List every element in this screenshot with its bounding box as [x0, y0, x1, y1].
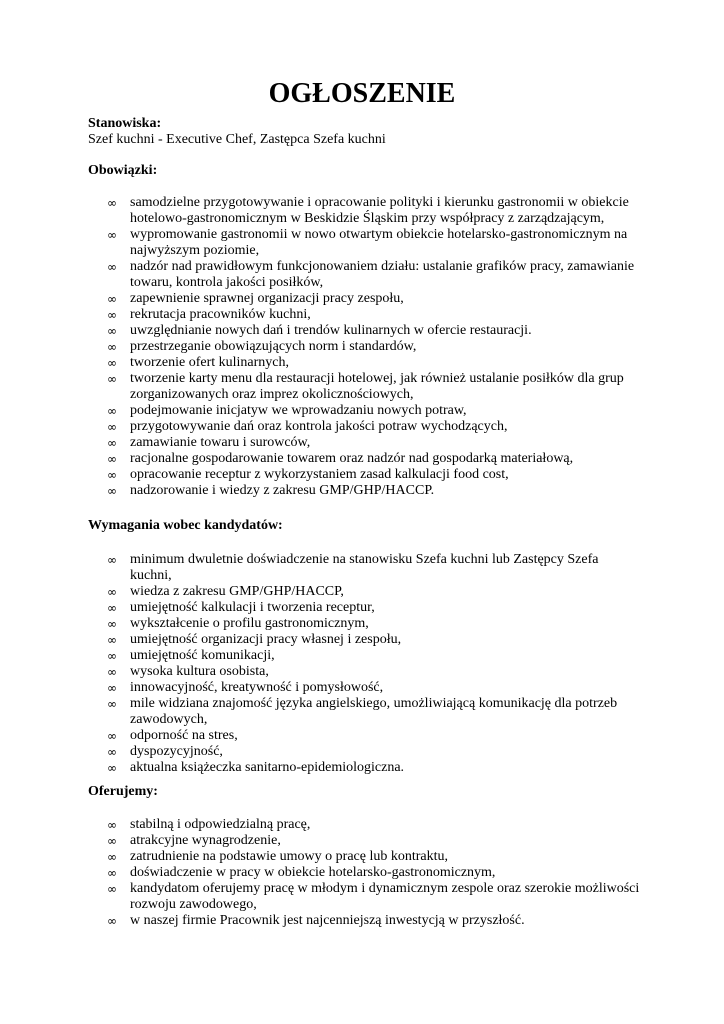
- list-item: [0, 600, 640, 616]
- list-item: [0, 435, 640, 451]
- infinity-bullet-icon: ∞: [107, 681, 117, 695]
- infinity-bullet-icon: ∞: [107, 452, 117, 466]
- infinity-bullet-icon: ∞: [107, 729, 117, 743]
- infinity-bullet-icon: ∞: [107, 914, 117, 928]
- list-item-text: wykształcenie o profilu gastronomicznym,: [130, 616, 369, 631]
- requirements-heading: Wymagania wobec kandydatów:: [88, 518, 283, 533]
- infinity-bullet-icon: ∞: [107, 585, 117, 599]
- infinity-bullet-icon: ∞: [107, 228, 117, 242]
- list-item: [0, 307, 640, 323]
- list-item: [0, 881, 640, 913]
- list-item: [0, 259, 640, 291]
- infinity-bullet-icon: ∞: [107, 761, 117, 775]
- infinity-bullet-icon: ∞: [107, 850, 117, 864]
- infinity-bullet-icon: ∞: [107, 484, 117, 498]
- document-title: OGŁOSZENIE: [268, 78, 456, 109]
- list-item-text: przygotowywanie dań oraz kontrola jakości potraw wychodzących,: [130, 419, 508, 434]
- list-item-text: racjonalne gospodarowanie towarem oraz nadzór nad gospodarką materiałową,: [130, 451, 574, 466]
- list-item: [0, 403, 640, 419]
- infinity-bullet-icon: ∞: [107, 633, 117, 647]
- infinity-bullet-icon: ∞: [107, 324, 117, 338]
- duties-heading: Obowiązki:: [88, 163, 158, 178]
- infinity-bullet-icon: ∞: [107, 340, 117, 354]
- list-item-text: mile widziana znajomość języka angielskiego, umożliwiającą komunikację dla potrzeb zawodowych,: [130, 696, 618, 727]
- infinity-bullet-icon: ∞: [107, 356, 117, 370]
- list-item-text: zamawianie towaru i surowców,: [130, 435, 311, 450]
- list-item: [0, 833, 640, 849]
- list-item: [0, 371, 640, 403]
- list-item-text: w naszej firmie Pracownik jest najcenniejszą inwestycją w przyszłość.: [130, 913, 525, 928]
- positions-text: Szef kuchni - Executive Chef, Zastępca Szefa kuchni: [88, 132, 386, 147]
- list-item-text: atrakcyjne wynagrodzenie,: [130, 833, 281, 848]
- list-item-text: przestrzeganie obowiązujących norm i standardów,: [130, 339, 417, 354]
- infinity-bullet-icon: ∞: [107, 882, 117, 896]
- list-item: [0, 584, 640, 600]
- list-item: [0, 227, 640, 259]
- list-item-text: wypromowanie gastronomii w nowo otwartym obiekcie hotelarsko-gastronomicznym na najwyższym poziomie,: [130, 227, 628, 258]
- infinity-bullet-icon: ∞: [107, 308, 117, 322]
- infinity-bullet-icon: ∞: [107, 697, 117, 711]
- infinity-bullet-icon: ∞: [107, 866, 117, 880]
- infinity-bullet-icon: ∞: [107, 372, 117, 386]
- infinity-bullet-icon: ∞: [107, 436, 117, 450]
- list-item-text: odporność na stres,: [130, 728, 238, 743]
- infinity-bullet-icon: ∞: [107, 404, 117, 418]
- list-item-text: tworzenie karty menu dla restauracji hotelowej, jak również ustalanie posiłków dla grup zorganizowanych oraz imprez okolicznościowych,: [130, 371, 624, 402]
- list-item-text: kandydatom oferujemy pracę w młodym i dynamicznym zespole oraz szerokie możliwości rozwoju zawodowego,: [130, 881, 640, 912]
- list-item-text: doświadczenie w pracy w obiekcie hotelarsko-gastronomicznym,: [130, 865, 496, 880]
- list-item: [0, 483, 640, 499]
- list-item-text: umiejętność organizacji pracy własnej i zespołu,: [130, 632, 402, 647]
- infinity-bullet-icon: ∞: [107, 196, 117, 210]
- list-item: [0, 323, 640, 339]
- list-item-text: stabilną i odpowiedzialną pracę,: [130, 817, 311, 832]
- positions-heading: Stanowiska:: [88, 116, 162, 131]
- list-item: [0, 696, 640, 728]
- duties-list: [0, 195, 724, 499]
- list-item-text: podejmowanie inicjatyw we wprowadzaniu nowych potraw,: [130, 403, 467, 418]
- infinity-bullet-icon: ∞: [107, 601, 117, 615]
- list-item: [0, 849, 640, 865]
- list-item: [0, 291, 640, 307]
- infinity-bullet-icon: ∞: [107, 818, 117, 832]
- list-item: [0, 648, 640, 664]
- requirements-list: [0, 552, 724, 776]
- list-item: [0, 616, 640, 632]
- offer-list: [0, 817, 724, 929]
- infinity-bullet-icon: ∞: [107, 745, 117, 759]
- list-item-text: wysoka kultura osobista,: [130, 664, 269, 679]
- list-item: [0, 339, 640, 355]
- list-item-text: minimum dwuletnie doświadczenie na stanowisku Szefa kuchni lub Zastępcy Szefa kuchni,: [130, 552, 599, 583]
- infinity-bullet-icon: ∞: [107, 665, 117, 679]
- list-item-text: dyspozycyjność,: [130, 744, 223, 759]
- infinity-bullet-icon: ∞: [107, 553, 117, 567]
- list-item-text: zapewnienie sprawnej organizacji pracy zespołu,: [130, 291, 404, 306]
- list-item-text: rekrutacja pracowników kuchni,: [130, 307, 311, 322]
- list-item-text: umiejętność komunikacji,: [130, 648, 275, 663]
- list-item-text: tworzenie ofert kulinarnych,: [130, 355, 289, 370]
- infinity-bullet-icon: ∞: [107, 834, 117, 848]
- list-item-text: wiedza z zakresu GMP/GHP/HACCP,: [130, 584, 344, 599]
- list-item-text: nadzór nad prawidłowym funkcjonowaniem działu: ustalanie grafików pracy, zamawianie towaru, kontrola jakości posiłków,: [130, 259, 635, 290]
- list-item: [0, 451, 640, 467]
- list-item: [0, 760, 640, 776]
- list-item: [0, 817, 640, 833]
- list-item-text: opracowanie receptur z wykorzystaniem zasad kalkulacji food cost,: [130, 467, 509, 482]
- list-item-text: umiejętność kalkulacji i tworzenia receptur,: [130, 600, 375, 615]
- list-item: [0, 664, 640, 680]
- list-item-text: aktualna książeczka sanitarno-epidemiologiczna.: [130, 760, 405, 775]
- infinity-bullet-icon: ∞: [107, 649, 117, 663]
- infinity-bullet-icon: ∞: [107, 468, 117, 482]
- list-item: [0, 467, 640, 483]
- list-item: [0, 913, 640, 929]
- list-item: [0, 632, 640, 648]
- list-item: [0, 195, 640, 227]
- list-item: [0, 680, 640, 696]
- list-item: [0, 419, 640, 435]
- list-item: [0, 865, 640, 881]
- offer-heading: Oferujemy:: [88, 784, 158, 799]
- infinity-bullet-icon: ∞: [107, 292, 117, 306]
- list-item-text: nadzorowanie i wiedzy z zakresu GMP/GHP/HACCP.: [130, 483, 435, 498]
- infinity-bullet-icon: ∞: [107, 260, 117, 274]
- list-item: [0, 552, 640, 584]
- infinity-bullet-icon: ∞: [107, 617, 117, 631]
- list-item: [0, 728, 640, 744]
- list-item: [0, 355, 640, 371]
- list-item-text: innowacyjność, kreatywność i pomysłowość,: [130, 680, 384, 695]
- infinity-bullet-icon: ∞: [107, 420, 117, 434]
- list-item-text: samodzielne przygotowywanie i opracowanie polityki i kierunku gastronomii w obiekcie hotelowo-gastronomicznym w Beskidzie Śląskim przy współpracy z zarządzającym,: [130, 195, 629, 226]
- list-item-text: uwzględnianie nowych dań i trendów kulinarnych w ofercie restauracji.: [130, 323, 532, 338]
- list-item: [0, 744, 640, 760]
- list-item-text: zatrudnienie na podstawie umowy o pracę lub kontraktu,: [130, 849, 449, 864]
